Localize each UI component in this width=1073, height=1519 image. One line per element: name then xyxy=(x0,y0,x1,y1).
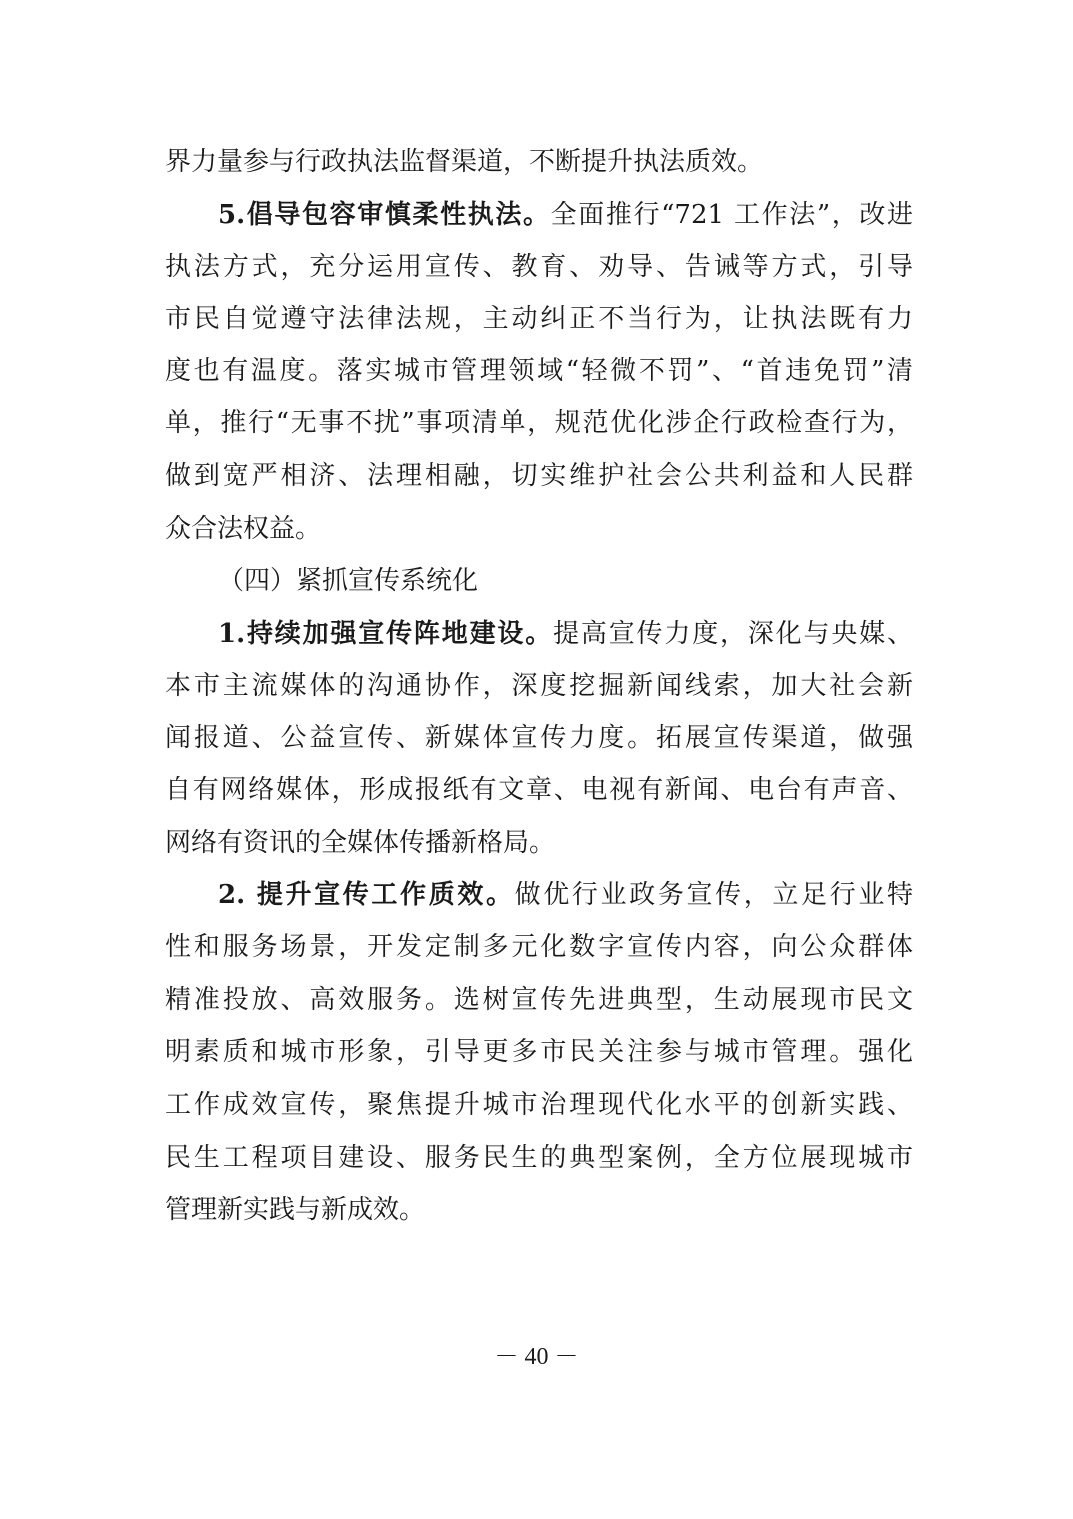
section-heading: 2. 提升宣传工作质效。 xyxy=(218,880,515,910)
section-heading: 1.持续加强宣传阵地建设。 xyxy=(218,619,554,649)
subsection-title xyxy=(218,564,913,598)
line-text: 界力量参与行政执法监督渠道，不断提升执法质效。 xyxy=(165,147,764,177)
paragraph-line xyxy=(218,198,913,232)
paragraph-line xyxy=(165,983,913,1017)
paragraph-line xyxy=(165,669,913,703)
paragraph-line xyxy=(165,1141,913,1175)
paragraph-line xyxy=(165,1193,913,1227)
line-text: 精准投放、高效服务。选树宣传先进典型，生动展现市民文 xyxy=(165,985,913,1015)
line-text: 本市主流媒体的沟通协作，深度挖掘新闻线索，加大社会新 xyxy=(165,671,913,701)
line-text: 明素质和城市形象，引导更多市民关注参与城市管理。强化 xyxy=(165,1037,913,1067)
line-text: 市民自觉遵守法律法规，主动纠正不当行为，让执法既有力 xyxy=(165,304,913,334)
line-text: 单，推行“无事不扰”事项清单，规范优化涉企行政检查行为， xyxy=(165,408,913,438)
line-text: 全面推行“721 工作法”，改进 xyxy=(550,200,913,230)
line-text: 众合法权益。 xyxy=(165,514,322,544)
paragraph-line xyxy=(218,878,913,912)
line-text: 管理新实践与新成效。 xyxy=(165,1195,426,1225)
line-text: 做到宽严相济、法理相融，切实维护社会公共利益和人民群 xyxy=(165,461,913,491)
line-text: 自有网络媒体，形成报纸有文章、电视有新闻、电台有声音、 xyxy=(165,775,913,805)
paragraph-line xyxy=(165,826,913,860)
line-text: （四）紧抓宣传系统化 xyxy=(218,566,479,596)
section-heading: 5.倡导包容审慎柔性执法。 xyxy=(218,200,551,230)
paragraph-line xyxy=(165,1088,913,1122)
line-text: 性和服务场景，开发定制多元化数字宣传内容，向公众群体 xyxy=(165,932,913,962)
line-text: 提高宣传力度，深化与央媒、 xyxy=(553,619,913,649)
line-text: 执法方式，充分运用宣传、教育、劝导、告诫等方式，引导 xyxy=(165,252,913,282)
paragraph-line xyxy=(165,930,913,964)
paragraph-line xyxy=(165,459,913,493)
page-number: － 40 － xyxy=(494,1344,579,1370)
line-text: 工作成效宣传，聚焦提升城市治理现代化水平的创新实践、 xyxy=(165,1090,913,1120)
paragraph-line xyxy=(165,302,913,336)
paragraph-line xyxy=(165,512,913,546)
paragraph-line xyxy=(165,721,913,755)
paragraph-line xyxy=(165,250,913,284)
line-text: 闻报道、公益宣传、新媒体宣传力度。拓展宣传渠道，做强 xyxy=(165,723,913,753)
paragraph-line xyxy=(165,1035,913,1069)
paragraph-line xyxy=(165,406,913,440)
line-text: 民生工程项目建设、服务民生的典型案例，全方位展现城市 xyxy=(165,1143,913,1173)
line-text: 度也有温度。落实城市管理领域“轻微不罚”、“首违免罚”清 xyxy=(165,356,913,386)
paragraph-line xyxy=(165,354,913,388)
line-text: 网络有资讯的全媒体传播新格局。 xyxy=(165,828,556,858)
paragraph-line xyxy=(218,617,913,651)
paragraph-line xyxy=(165,773,913,807)
paragraph-line xyxy=(165,145,913,179)
line-text: 做优行业政务宣传，立足行业特 xyxy=(514,880,913,910)
